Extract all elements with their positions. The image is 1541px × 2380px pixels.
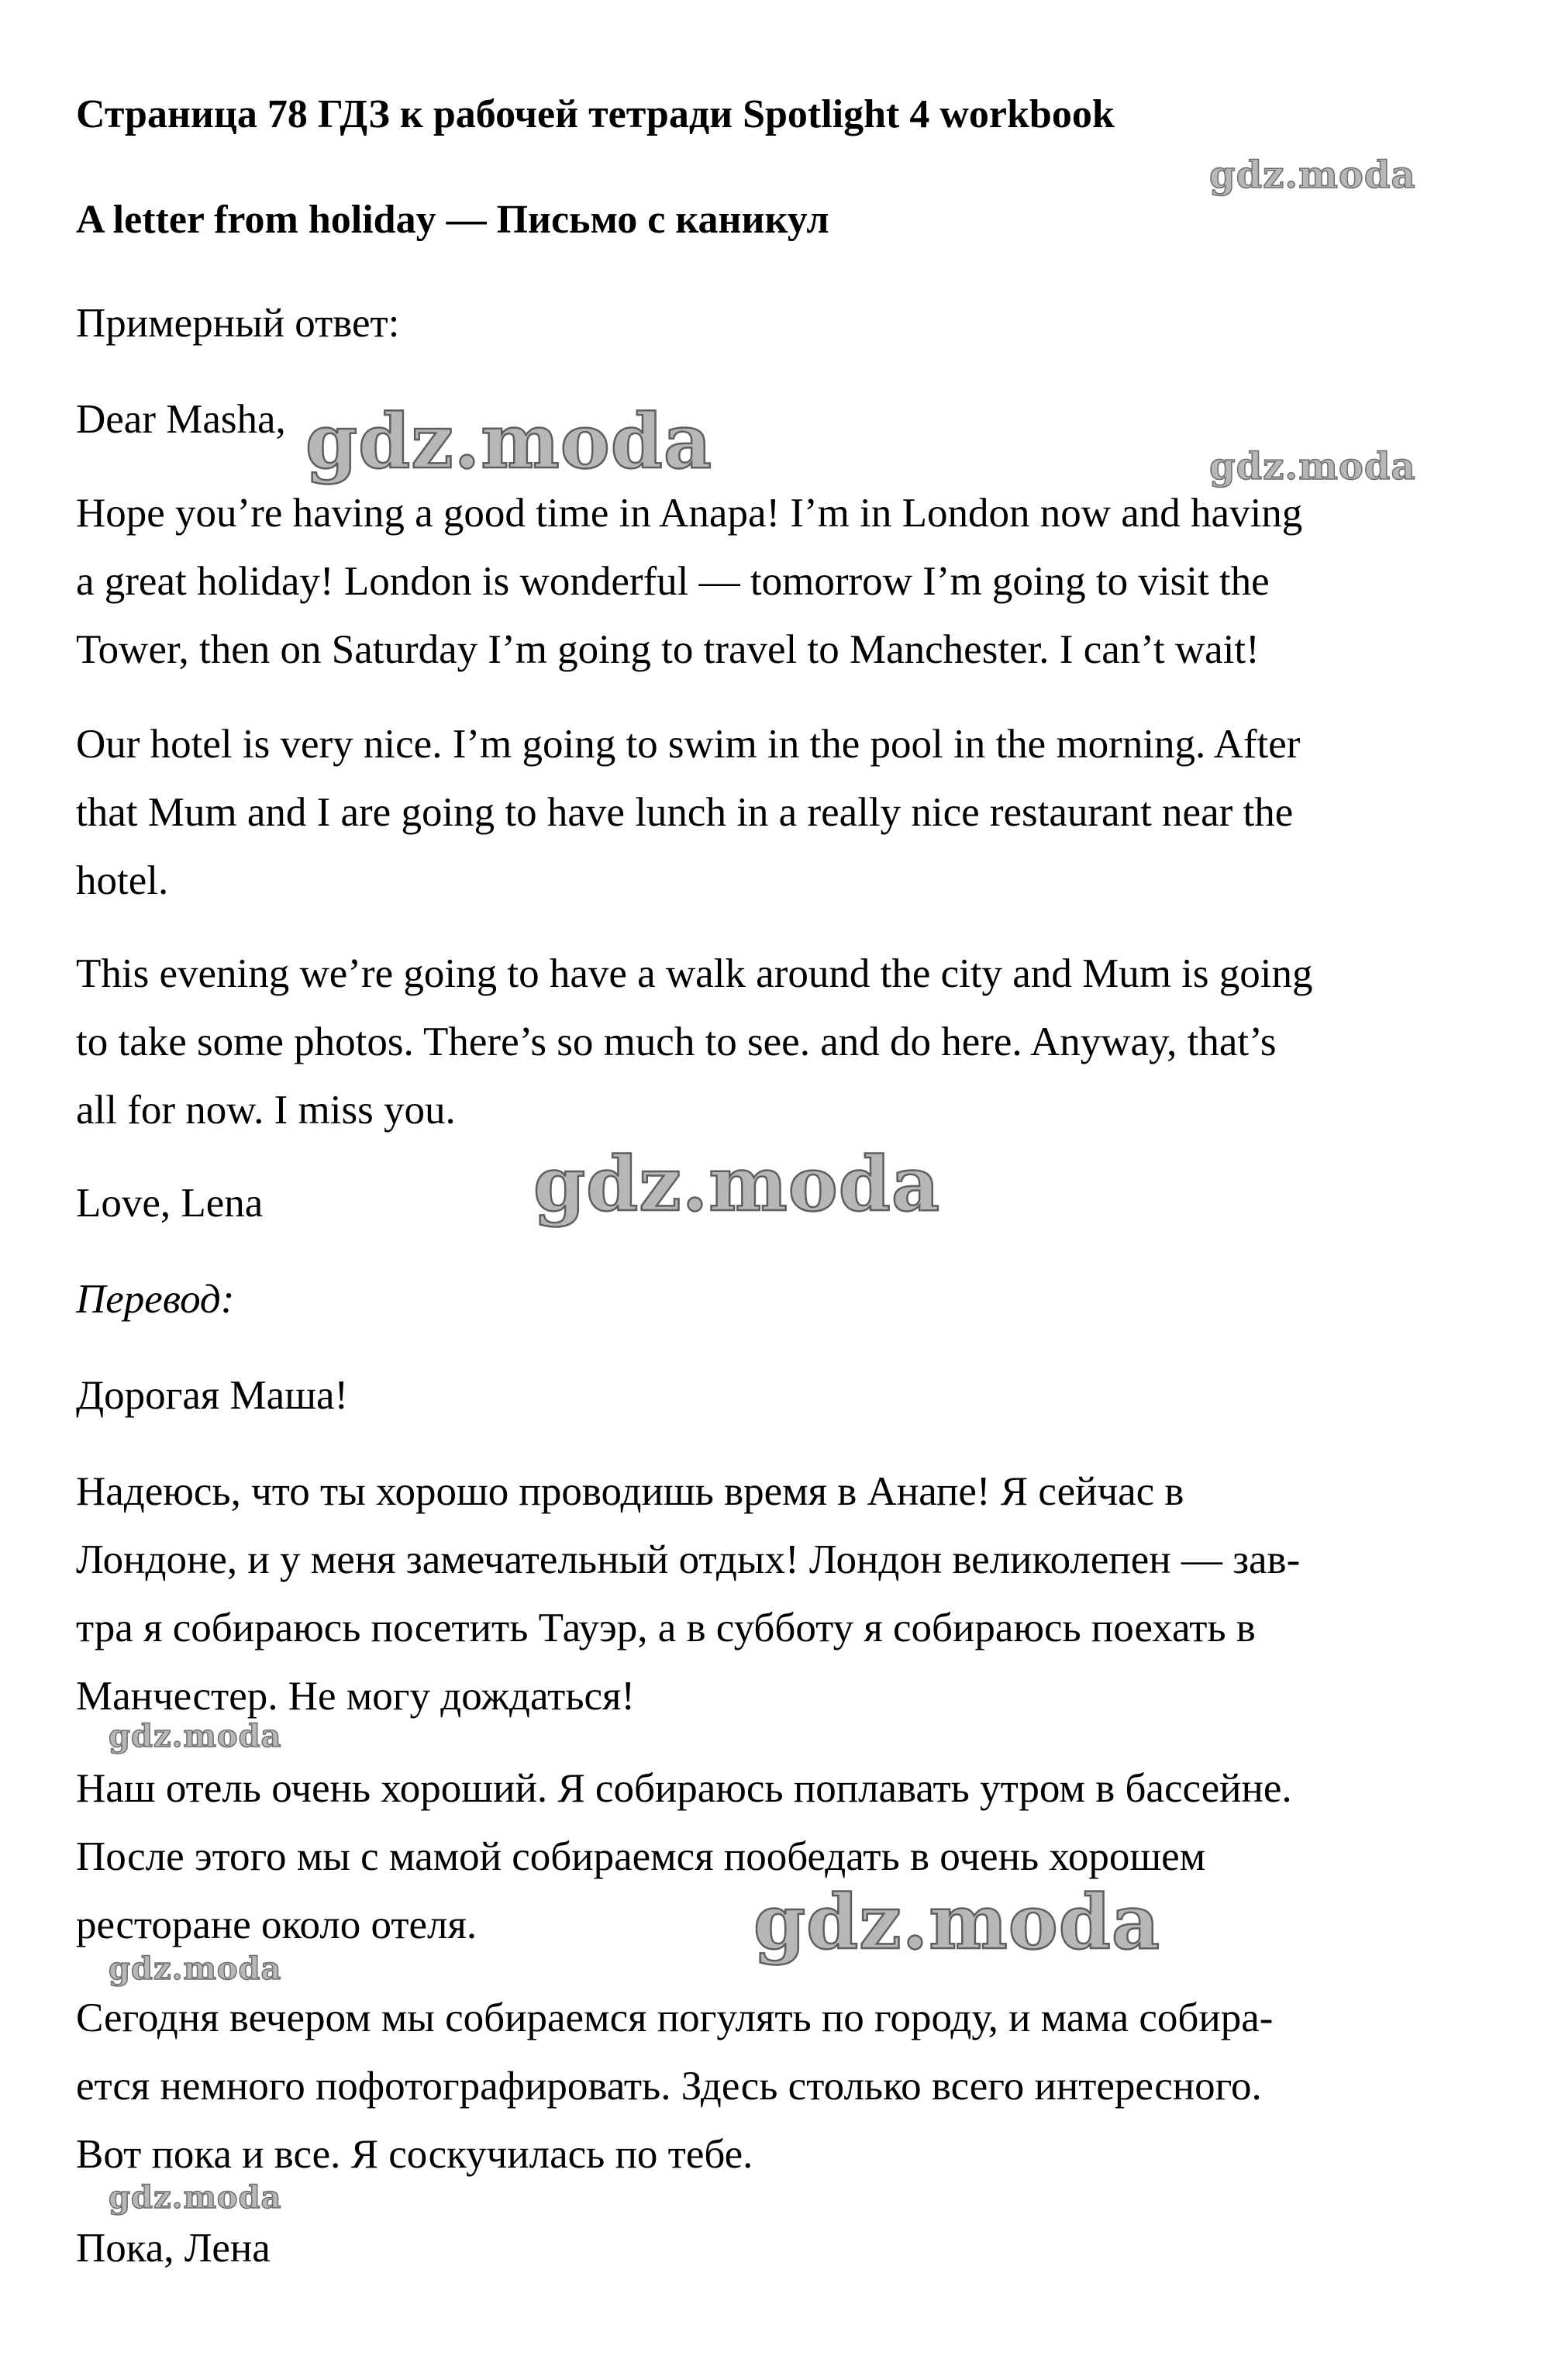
text-line: Сегодня вечером мы собираемся погулять по городу, и мама собира- <box>76 1995 1274 2040</box>
watermark: gdz.moda <box>1209 445 1416 488</box>
text-line: ресторане около отеля. <box>76 1902 477 1947</box>
text-line: hotel. <box>76 858 169 903</box>
letter-ru-closing: Пока, Лена <box>76 2226 271 2271</box>
watermark: gdz.moda <box>109 2179 282 2216</box>
letter-ru-paragraph-1 <box>76 1457 1300 1730</box>
text-line: Tower, then on Saturday I’m going to travel to Manchester. I can’t wait! <box>76 627 1260 672</box>
page-title: Страница 78 ГДЗ к рабочей тетради Spotlight 4 workbook <box>76 92 1115 136</box>
letter-ru-paragraph-3 <box>76 1984 1273 2189</box>
text-line: all for now. I miss you. <box>76 1088 456 1133</box>
answer-label: Примерный ответ: <box>76 301 400 346</box>
watermark: gdz.moda <box>109 1951 282 1987</box>
letter-en-paragraph-2 <box>76 710 1300 915</box>
text-line: После этого мы с мамой собираемся пообедать в очень хорошем <box>76 1834 1206 1879</box>
text-line: This evening we’re going to have a walk around the city and Mum is going <box>76 951 1313 996</box>
watermark: gdz.moda <box>109 1718 282 1754</box>
text-line: that Mum and I are going to have lunch in a really nice restaurant near the <box>76 790 1294 835</box>
letter-en-paragraph-3 <box>76 940 1313 1144</box>
letter-en-closing: Love, Lena <box>76 1181 264 1226</box>
text-line: to take some photos. There’s so much to see. and do here. Anyway, that’s <box>76 1019 1277 1064</box>
section-title: A letter from holiday — Письмо с каникул <box>76 198 829 242</box>
text-line: Hope you’re having a good time in Anapa! I’m in London now and having <box>76 491 1303 536</box>
watermark: gdz.moda <box>305 398 713 485</box>
text-line: тра я собираюсь посетить Тауэр, а в субботу я собираюсь поехать в <box>76 1606 1256 1650</box>
watermark: gdz.moda <box>1209 153 1416 197</box>
text-line: Our hotel is very nice. I’m going to swim in the pool in the morning. After <box>76 722 1301 767</box>
text-line: a great holiday! London is wonderful — tomorrow I’m going to visit the <box>76 559 1270 604</box>
watermark: gdz.moda <box>533 1140 941 1228</box>
letter-en-greeting: Dear Masha, <box>76 397 286 442</box>
letter-en-paragraph-1 <box>76 479 1302 684</box>
text-line: Манчестер. Не могу дождаться! <box>76 1674 636 1719</box>
text-line: Вот пока и все. Я соскучилась по тебе. <box>76 2132 753 2177</box>
text-line: Наш отель очень хороший. Я собираюсь поплавать утром в бассейне. <box>76 1766 1292 1811</box>
translation-label: Перевод: <box>76 1277 235 1322</box>
text-line: Надеюсь, что ты хорошо проводишь время в Анапе! Я сейчас в <box>76 1469 1184 1514</box>
letter-ru-greeting: Дорогая Маша! <box>76 1373 349 1418</box>
text-line: Лондоне, и у меня замечательный отдых! Лондон великолепен — зав- <box>76 1537 1301 1582</box>
text-line: ется немного пофотографировать. Здесь столько всего интересного. <box>76 2064 1262 2109</box>
watermark: gdz.moda <box>753 1878 1161 1966</box>
